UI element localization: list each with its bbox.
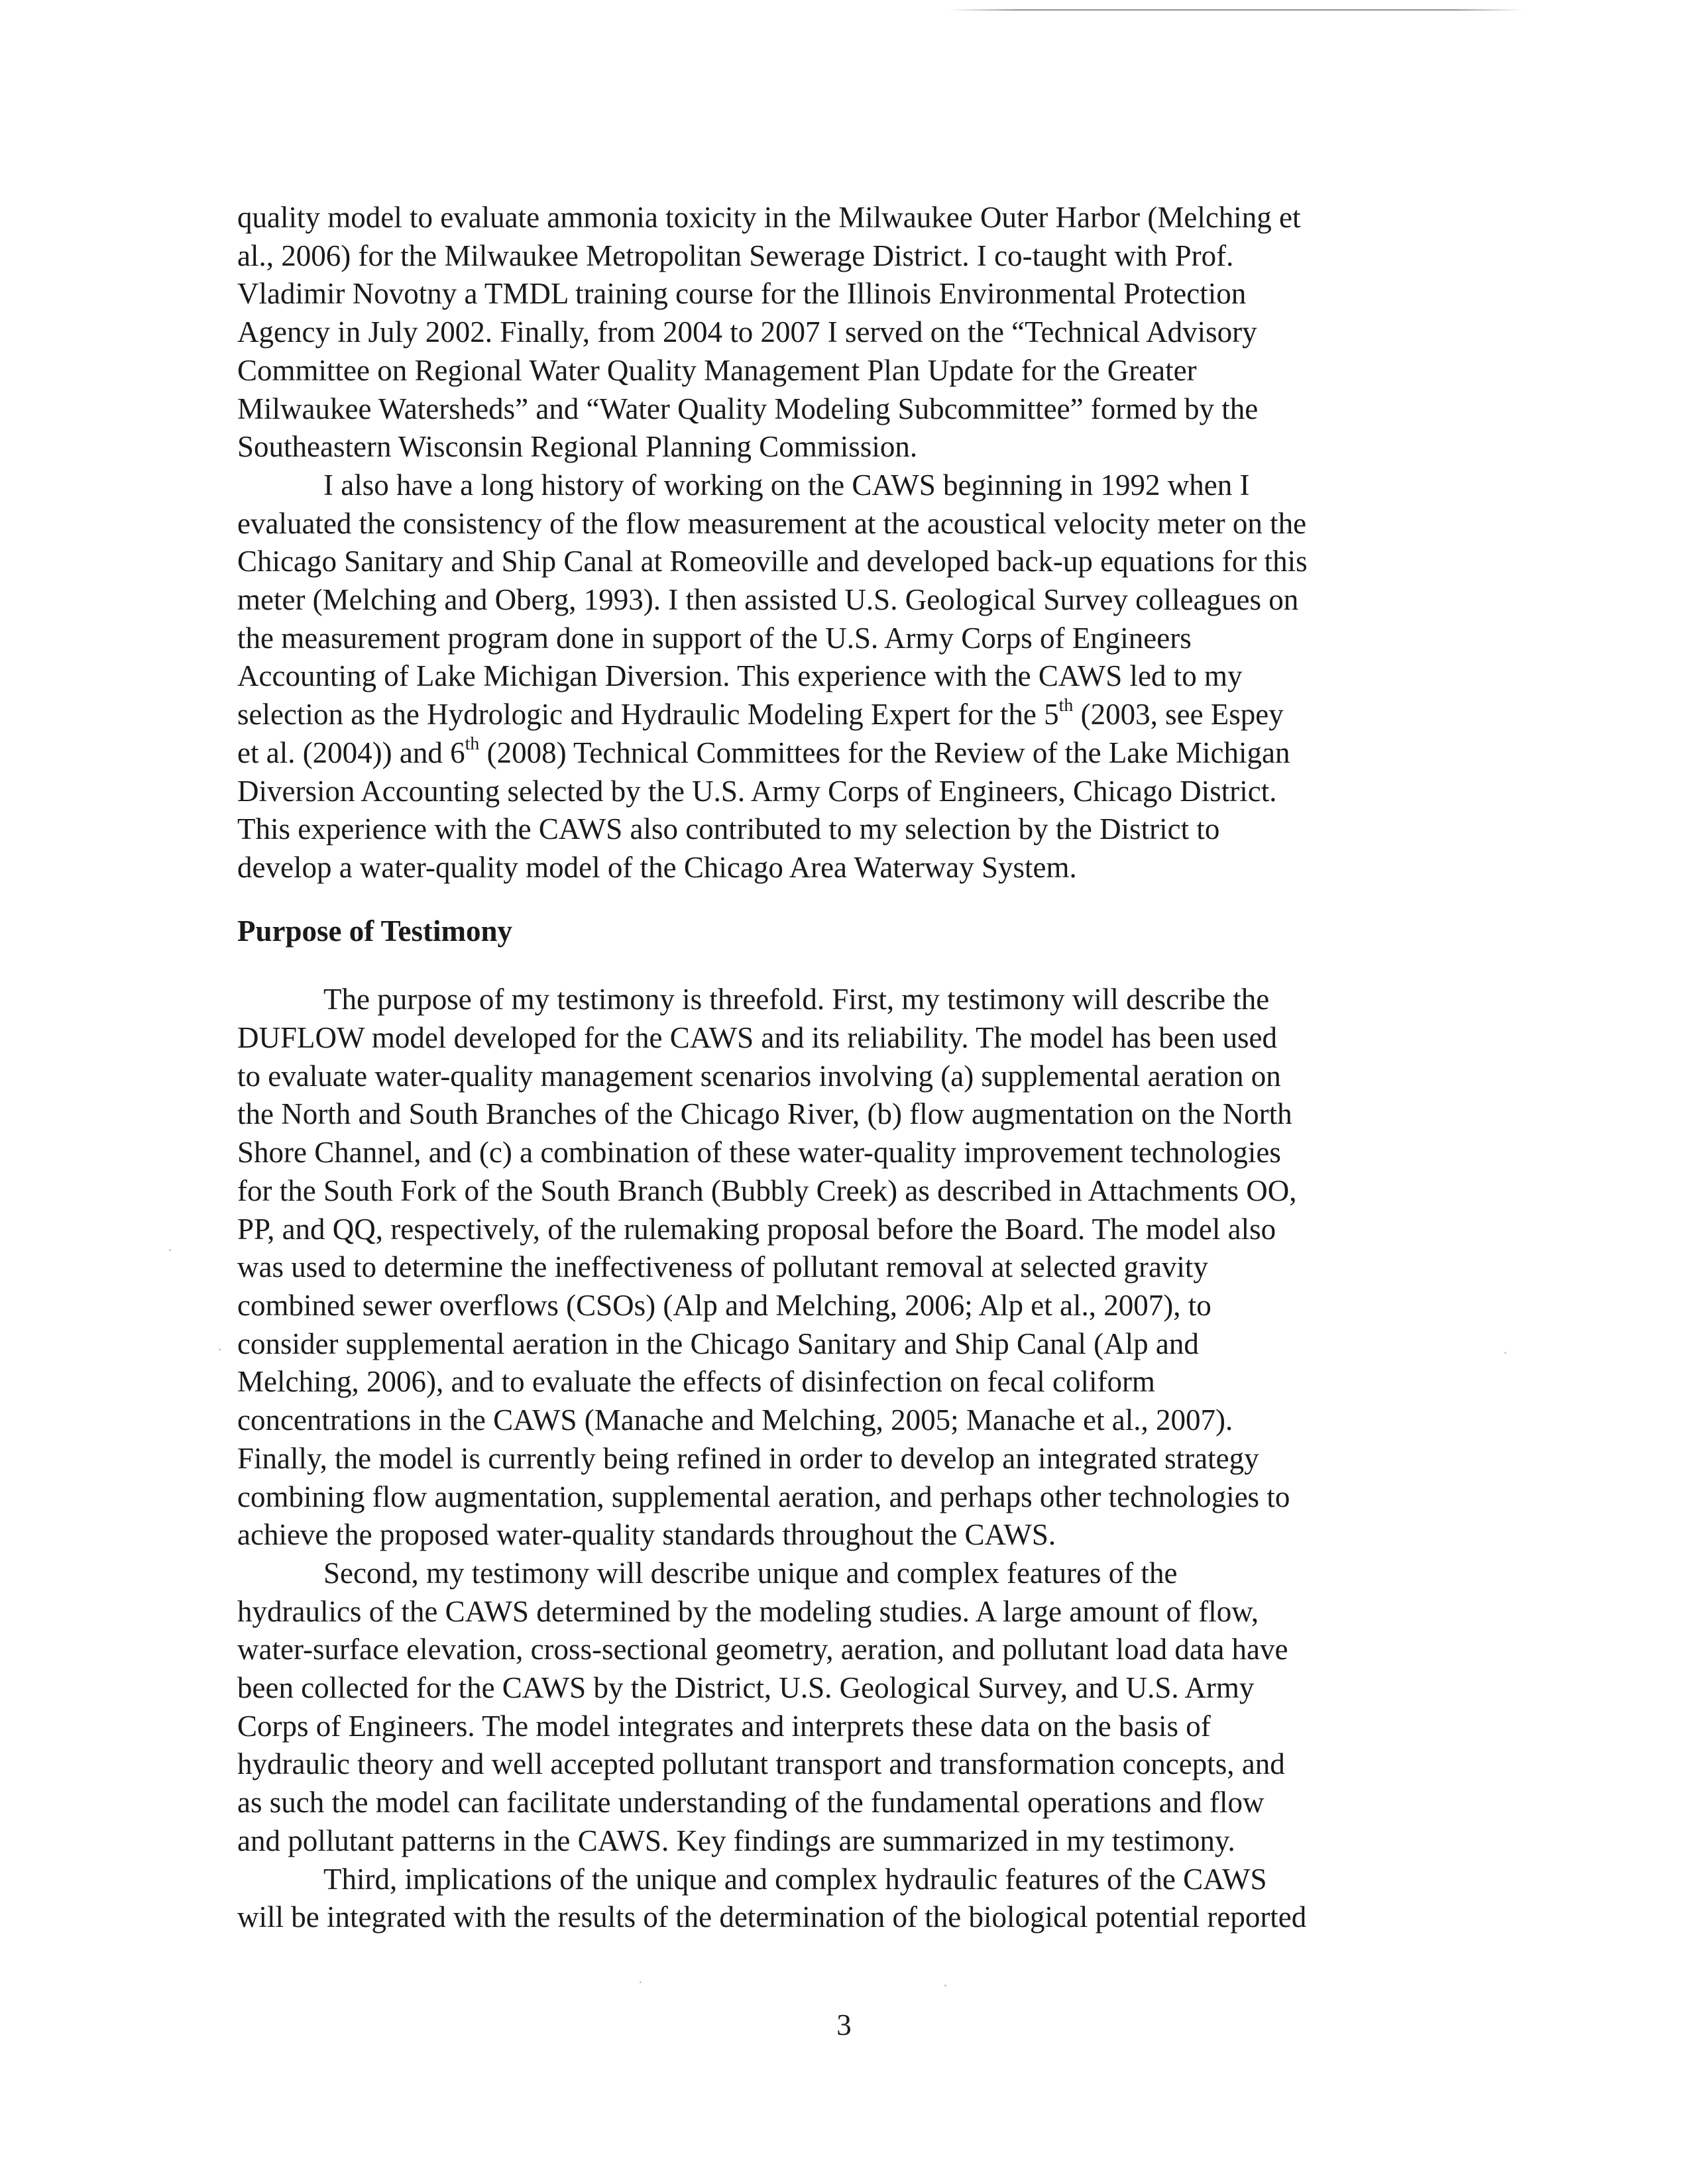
text-line: as such the model can facilitate understanding of the fundamental operations and flow: [237, 1786, 1265, 1820]
text-line: Third, implications of the unique and complex hydraulic features of the CAWS: [323, 1862, 1267, 1896]
paragraph-4: [237, 1555, 1483, 1861]
text-run: selection as the Hydrologic and Hydraulic Modeling Expert for the 5: [237, 698, 1059, 732]
scan-speck: [169, 1249, 171, 1251]
text-line: Diversion Accounting selected by the U.S. Army Corps of Engineers, Chicago District.: [237, 774, 1277, 808]
scan-speck: [944, 1985, 946, 1987]
paragraph-5: [237, 1861, 1483, 1937]
scan-speck: [1504, 1352, 1506, 1354]
text-line: DUFLOW model developed for the CAWS and its reliability. The model has been used: [237, 1021, 1277, 1055]
text-line: meter (Melching and Oberg, 1993). I then assisted U.S. Geological Survey colleagues on: [237, 583, 1299, 617]
text-line: been collected for the CAWS by the District, U.S. Geological Survey, and U.S. Army: [237, 1671, 1255, 1705]
text-line: Second, my testimony will describe unique and complex features of the: [323, 1556, 1178, 1590]
text-line: and pollutant patterns in the CAWS. Key findings are summarized in my testimony.: [237, 1824, 1235, 1857]
text-line: the North and South Branches of the Chicago River, (b) flow augmentation on the North: [237, 1097, 1292, 1131]
text-line: This experience with the CAWS also contributed to my selection by the District to: [237, 812, 1220, 846]
paragraph-2: [237, 466, 1483, 887]
paragraph-1: [237, 199, 1483, 466]
text-line: Committee on Regional Water Quality Management Plan Update for the Greater: [237, 353, 1197, 387]
ordinal-superscript: th: [1058, 694, 1074, 716]
text-line: concentrations in the CAWS (Manache and Melching, 2005; Manache et al., 2007).: [237, 1403, 1233, 1437]
scan-artifact-rule: [948, 9, 1524, 11]
text-line: the measurement program done in support of the U.S. Army Corps of Engineers: [237, 621, 1192, 655]
text-line: Southeastern Wisconsin Regional Planning Commission.: [237, 430, 918, 464]
text-run: (2008) Technical Committees for the Review of the Lake Michigan: [479, 736, 1290, 769]
text-line: hydraulics of the CAWS determined by the modeling studies. A large amount of flow,: [237, 1594, 1259, 1628]
text-line: hydraulic theory and well accepted pollutant transport and transformation concepts, and: [237, 1747, 1285, 1781]
text-line: was used to determine the ineffectiveness of pollutant removal at selected gravity: [237, 1250, 1208, 1284]
text-line: PP, and QQ, respectively, of the rulemaking proposal before the Board. The model also: [237, 1212, 1276, 1246]
text-line: The purpose of my testimony is threefold. First, my testimony will describe the: [323, 983, 1270, 1016]
text-run: (2003, see Espey: [1073, 698, 1284, 732]
page-number: 3: [836, 2008, 852, 2042]
text-line: [237, 696, 1483, 734]
text-line: will be integrated with the results of the determination of the biological potential reported: [237, 1900, 1307, 1934]
text-line: Shore Channel, and (c) a combination of these water-quality improvement technologies: [237, 1136, 1281, 1170]
text-line: [237, 734, 1483, 773]
text-line: Corps of Engineers. The model integrates and interprets these data on the basis of: [237, 1709, 1211, 1743]
text-line: Milwaukee Watersheds” and “Water Quality Modeling Subcommittee” formed by the: [237, 392, 1259, 425]
section-heading: Purpose of Testimony: [237, 914, 513, 948]
text-line: combining flow augmentation, supplemental aeration, and perhaps other technologies to: [237, 1480, 1290, 1513]
paragraph-3: [237, 981, 1483, 1555]
text-line: al., 2006) for the Milwaukee Metropolitan Sewerage District. I co-taught with Prof.: [237, 239, 1234, 272]
scan-speck: [640, 1981, 642, 1983]
text-line: Finally, the model is currently being refined in order to develop an integrated strategy: [237, 1441, 1259, 1475]
text-line: Chicago Sanitary and Ship Canal at Romeoville and developed back-up equations for this: [237, 545, 1308, 578]
text-line: quality model to evaluate ammonia toxicity in the Milwaukee Outer Harbor (Melching et: [237, 201, 1301, 234]
scan-speck: [219, 1348, 221, 1350]
page-body: [237, 199, 1483, 1937]
text-line: develop a water-quality model of the Chicago Area Waterway System.: [237, 850, 1077, 884]
text-line: to evaluate water-quality management scenarios involving (a) supplemental aeration on: [237, 1059, 1281, 1093]
text-line: Vladimir Novotny a TMDL training course for the Illinois Environmental Protection: [237, 277, 1247, 311]
text-line: I also have a long history of working on the CAWS beginning in 1992 when I: [323, 468, 1250, 502]
text-line: consider supplemental aeration in the Chicago Sanitary and Ship Canal (Alp and: [237, 1327, 1199, 1360]
text-line: Agency in July 2002. Finally, from 2004 to 2007 I served on the “Technical Advisory: [237, 315, 1257, 349]
text-line: water-surface elevation, cross-sectional geometry, aeration, and pollutant load data have: [237, 1633, 1288, 1666]
text-line: evaluated the consistency of the flow measurement at the acoustical velocity meter on the: [237, 506, 1307, 540]
text-line: combined sewer overflows (CSOs) (Alp and Melching, 2006; Alp et al., 2007), to: [237, 1288, 1211, 1322]
text-run: et al. (2004)) and 6: [237, 736, 465, 769]
text-line: Accounting of Lake Michigan Diversion. This experience with the CAWS led to my: [237, 659, 1243, 693]
text-line: achieve the proposed water-quality standards throughout the CAWS.: [237, 1518, 1056, 1552]
text-line: Melching, 2006), and to evaluate the effects of disinfection on fecal coliform: [237, 1365, 1155, 1399]
ordinal-superscript: th: [465, 733, 480, 754]
text-line: for the South Fork of the South Branch (Bubbly Creek) as described in Attachments OO,: [237, 1174, 1297, 1207]
